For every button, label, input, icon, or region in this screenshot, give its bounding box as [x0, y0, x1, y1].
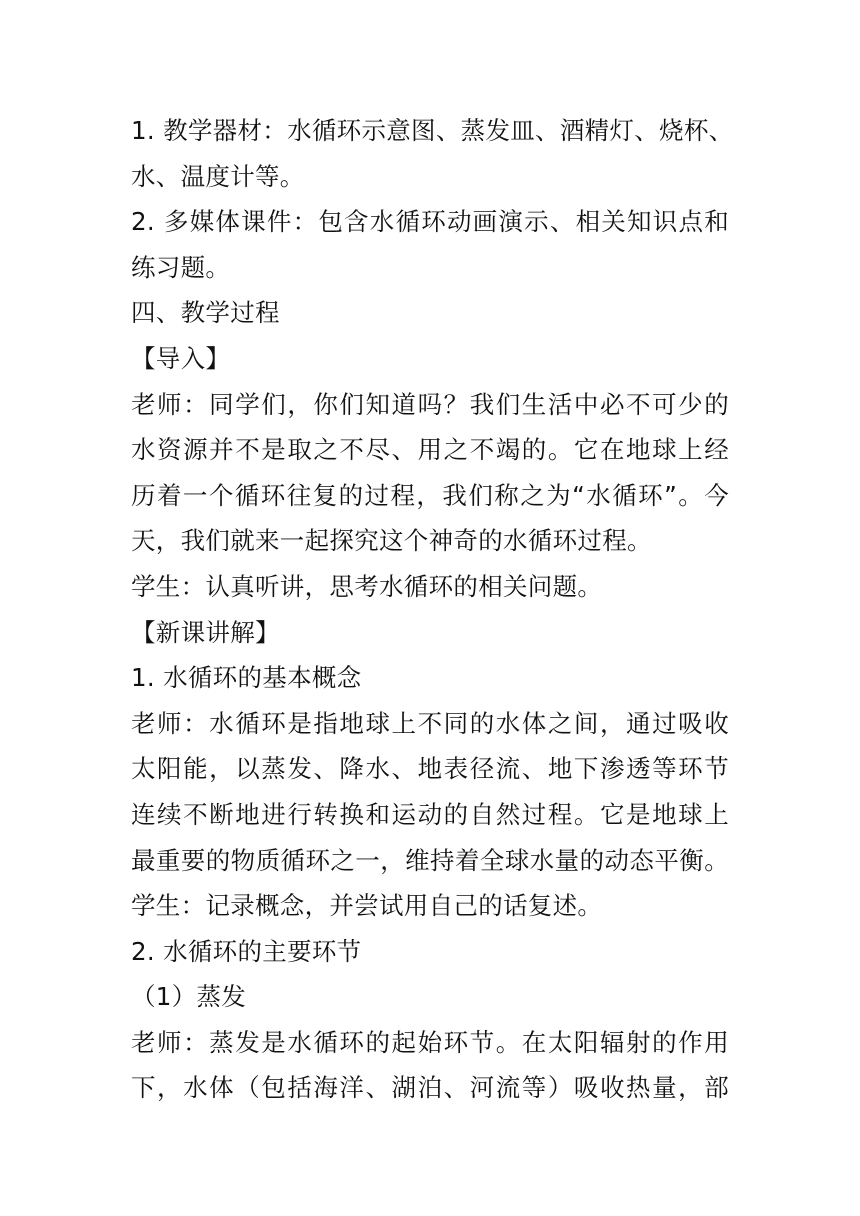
- text-line-teacher-intro-3: 历着一个循环往复的过程，我们称之为“水循环”。今: [131, 480, 729, 510]
- text-line-concept-4: 最重要的物质循环之一，维持着全球水量的动态平衡。: [131, 845, 729, 875]
- text-line-equipment-cont: 水、温度计等。: [131, 161, 305, 191]
- subheading-introduction: 【导入】: [131, 343, 231, 373]
- text-line-equipment: 1. 教学器材：水循环示意图、蒸发皿、酒精灯、烧杯、: [131, 116, 734, 145]
- numbered-heading-basic-concept: 1. 水循环的基本概念: [131, 663, 362, 693]
- document-body: [131, 108, 734, 1111]
- text-line-teacher-intro-1: 老师：同学们，你们知道吗？我们生活中必不可少的: [131, 389, 729, 419]
- text-line-evaporation-2: 下，水体（包括海洋、湖泊、河流等）吸收热量，部: [131, 1073, 729, 1103]
- text-line-student-listen: 学生：认真听讲，思考水循环的相关问题。: [131, 571, 603, 601]
- text-line-evaporation-1: 老师：蒸发是水循环的起始环节。在太阳辐射的作用: [131, 1027, 729, 1057]
- section-heading-teaching-process: 四、教学过程: [131, 298, 280, 328]
- numbered-heading-main-stages: 2. 水循环的主要环节: [131, 936, 362, 966]
- text-line-student-record: 学生：记录概念，并尝试用自己的话复述。: [131, 891, 603, 921]
- text-line-concept-1: 老师：水循环是指地球上不同的水体之间，通过吸收: [131, 708, 729, 738]
- text-line-multimedia-cont: 练习题。: [131, 252, 231, 282]
- text-line-concept-2: 太阳能，以蒸发、降水、地表径流、地下渗透等环节: [131, 754, 729, 784]
- subheading-evaporation: （1）蒸发: [131, 982, 247, 1012]
- text-line-teacher-intro-4: 天，我们就来一起探究这个神奇的水循环过程。: [131, 526, 652, 556]
- text-line-teacher-intro-2: 水资源并不是取之不尽、用之不竭的。它在地球上经: [131, 435, 729, 465]
- subheading-new-lesson: 【新课讲解】: [131, 617, 280, 647]
- text-line-multimedia: 2. 多媒体课件：包含水循环动画演示、相关知识点和: [131, 207, 729, 237]
- text-line-concept-3: 连续不断地进行转换和运动的自然过程。它是地球上: [131, 799, 729, 829]
